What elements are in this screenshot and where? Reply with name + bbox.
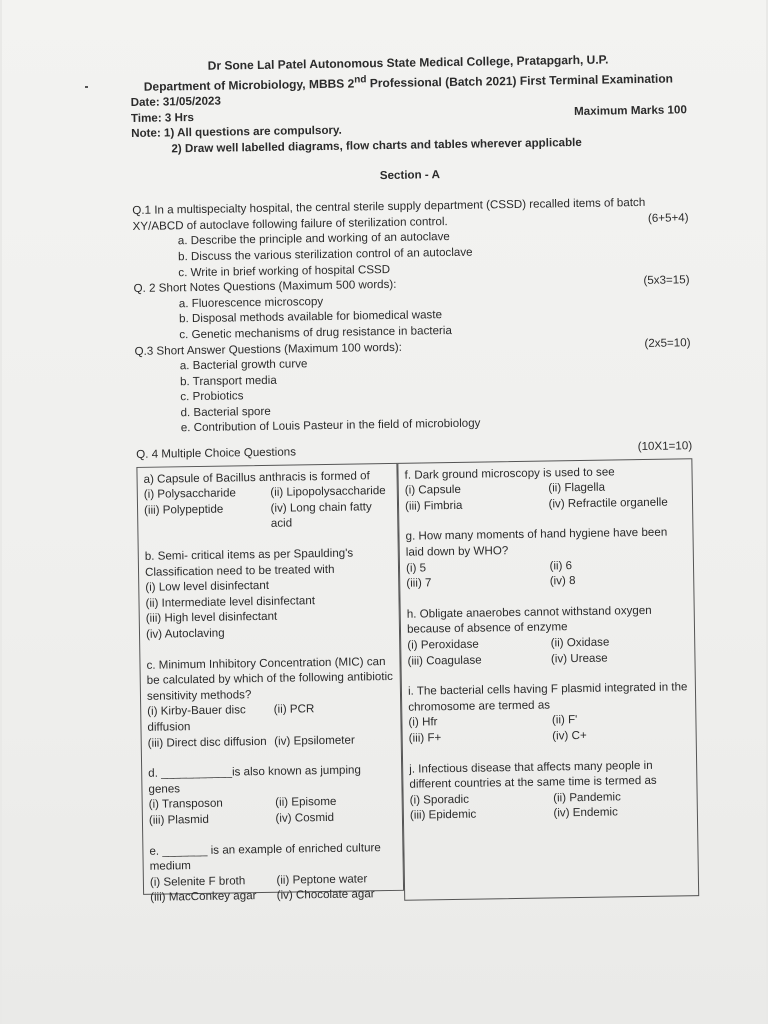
mcq-stem: c. Minimum Inhibitory Concentration (MIC) can be calculated by which of the following antibiotic sensitivity methods? xyxy=(146,654,394,703)
sub-item: e. Contribution of Louis Pasteur in the field of microbiology xyxy=(180,417,481,435)
question-stem: Q.1 In a multispecialty hospital, the central sterile supply department (CSSD) recalled items of batch xyxy=(132,196,646,218)
mcq-item xyxy=(405,525,687,592)
mcq-option: (ii) Oxidase xyxy=(550,635,610,650)
mcq-left-box xyxy=(136,463,404,905)
question-1 xyxy=(132,194,689,281)
mcq-option: (ii) Episome xyxy=(275,795,337,810)
mcq-option: (iv) Cosmid xyxy=(275,810,335,825)
sub-item: c. Genetic mechanisms of drug resistance in bacteria xyxy=(179,323,452,342)
mcq-option: (iv) Chocolate agar xyxy=(276,887,375,903)
mcq-item xyxy=(404,463,686,514)
college-name: Dr Sone Lal Patel Autonomous State Medical College, Pratapgarh, U.P. xyxy=(207,52,609,73)
mcq-option: (iii) Direct disc diffusion xyxy=(147,734,267,750)
mcq-stem: g. How many moments of hand hygiene have been laid down by WHO? xyxy=(405,526,668,559)
note-1: Note: 1) All questions are compulsory. xyxy=(131,124,342,141)
mcq-option: (ii) Peptone water xyxy=(276,872,368,887)
mcq-option: (iv) Autoclaving xyxy=(145,626,225,641)
mcq-option: (iv) Long chain fatty acid xyxy=(270,500,372,531)
mcq-option: (iii) Coagulase xyxy=(407,653,482,668)
mcq-option: (iv) Epsilometer xyxy=(274,733,355,748)
mcq-stem: a) Capsule of Bacillus anthracis is formed of xyxy=(143,468,370,486)
mcq-option: (i) Kirby-Bauer disc diffusion xyxy=(147,703,246,734)
question-2 xyxy=(133,272,690,343)
mcq-title: Q. 4 Multiple Choice Questions xyxy=(136,445,297,462)
mcq-option: (iii) F+ xyxy=(408,731,442,745)
mcq-option: (i) Low level disinfectant xyxy=(145,579,270,595)
question-marks: (2x5=10) xyxy=(644,335,691,350)
mcq-option: (iv) Urease xyxy=(550,651,608,666)
mcq-option: (i) Sporadic xyxy=(409,792,470,807)
mcq-option: (i) 5 xyxy=(405,561,427,575)
mcq-option: (iii) High level disinfectant xyxy=(145,610,278,626)
mcq-option: (iii) 7 xyxy=(406,576,432,590)
mcq-boxes xyxy=(136,458,699,905)
stray-mark xyxy=(85,86,88,88)
mcq-options xyxy=(145,576,393,642)
mcq-marks: (10X1=10) xyxy=(637,439,693,454)
mcq-option: (i) Peroxidase xyxy=(407,637,479,652)
mcq-item xyxy=(143,468,391,534)
mcq-option: (i) Hfr xyxy=(408,715,438,730)
question-marks: (6+5+4) xyxy=(647,210,689,225)
mcq-option: (ii) 6 xyxy=(549,558,573,573)
mcq-stem: i. The bacterial cells having F plasmid integrated in the chromosome are termed as xyxy=(407,680,688,714)
mcq-option: (ii) PCR xyxy=(273,702,315,717)
mcq-stem: d. ___________is also known as jumping genes xyxy=(148,763,361,796)
mcq-item xyxy=(407,602,689,669)
sub-item: b. Transport media xyxy=(179,373,277,388)
mcq-options xyxy=(407,633,688,669)
mcq-options xyxy=(406,556,687,592)
exam-date: Date: 31/05/2023 xyxy=(130,94,222,110)
mcq-item xyxy=(146,654,395,751)
mcq-option: (ii) Pandemic xyxy=(553,790,621,805)
sub-item: b. Disposal methods available for biomedical waste xyxy=(178,308,443,326)
mcq-option: (iii) Plasmid xyxy=(148,812,209,827)
mcq-option: (iii) Fimbria xyxy=(405,498,463,513)
mcq-option: (iv) C+ xyxy=(552,728,587,743)
mcq-option: (ii) F' xyxy=(551,713,578,727)
mcq-option: (iii) MacConkey agar xyxy=(150,889,257,905)
question-stem: Q.3 Short Answer Questions (Maximum 100 words): xyxy=(134,340,403,358)
mcq-item xyxy=(149,839,397,905)
mcq-options xyxy=(147,700,395,751)
mcq-item xyxy=(145,545,394,642)
exam-paper xyxy=(2,0,766,1024)
sub-item: a. Fluorescence microscopy xyxy=(178,294,324,310)
mcq-option: (iv) Endemic xyxy=(553,805,618,820)
mcq-stem: e. _______ is an example of enriched culture medium xyxy=(149,840,381,873)
mcq-option: (i) Polysaccharide xyxy=(143,486,237,502)
mcq-option: (ii) Flagella xyxy=(548,480,606,495)
mcq-options xyxy=(410,788,691,824)
mcq-item xyxy=(409,757,691,824)
sub-item: c. Probiotics xyxy=(180,389,244,404)
mcq-option: (iii) Polypeptide xyxy=(143,502,224,517)
exam-sheet xyxy=(130,51,699,904)
mcq-options xyxy=(408,711,689,747)
mcq-item xyxy=(408,679,690,746)
sub-item: d. Bacterial spore xyxy=(180,404,271,420)
mcq-right-box xyxy=(397,458,699,901)
mcq-options xyxy=(149,793,397,828)
sub-item: a. Describe the principle and working of an autoclave xyxy=(177,230,450,248)
mcq-option: (iii) Epidemic xyxy=(409,807,477,823)
question-stem-cont: XY/ABCD of autoclave following failure of sterilization control. xyxy=(132,214,448,233)
mcq-option: (iv) Refractile organelle xyxy=(548,495,668,511)
mcq-option: (i) Selenite F broth xyxy=(149,874,246,889)
department-line: Department of Microbiology, MBBS 2nd Professional (Batch 2021) First Terminal Examination xyxy=(143,71,674,94)
mcq-option: (ii) Intermediate level disinfectant xyxy=(145,593,316,610)
max-marks: Maximum Marks 100 xyxy=(573,103,687,118)
mcq-options xyxy=(150,871,398,906)
section-title: Section - A xyxy=(379,167,440,182)
mcq-option: (ii) Lipopolysaccharide xyxy=(270,484,386,500)
mcq-options xyxy=(144,483,392,534)
sub-item: b. Discuss the various sterilization control of an autoclave xyxy=(177,245,473,264)
question-3 xyxy=(134,335,691,437)
exam-time: Time: 3 Hrs xyxy=(130,110,194,125)
mcq-stem: f. Dark ground microscopy is used to see xyxy=(404,465,615,482)
sub-item: c. Write in brief working of hospital CSSD xyxy=(178,262,391,279)
mcq-item xyxy=(148,762,396,828)
question-marks: (5x3=15) xyxy=(643,273,690,288)
question-stem: Q. 2 Short Notes Questions (Maximum 500 words): xyxy=(133,277,397,296)
mcq-stem: j. Infectious disease that affects many people in different countries at the same time is termed as xyxy=(409,758,657,791)
sub-item: a. Bacterial growth curve xyxy=(179,357,308,373)
mcq-stem: b. Semi- critical items as per Spaulding's Classification need to be treated with xyxy=(144,546,354,579)
note-2: 2) Draw well labelled diagrams, flow charts and tables wherever applicable xyxy=(171,135,582,156)
mcq-option: (i) Transposon xyxy=(148,796,223,812)
mcq-option: (i) Capsule xyxy=(404,483,462,497)
mcq-stem: h. Obligate anaerobes cannot withstand oxygen because of absence of enzyme xyxy=(406,603,652,637)
mcq-option: (iv) 8 xyxy=(549,574,576,588)
mcq-options xyxy=(405,479,686,515)
